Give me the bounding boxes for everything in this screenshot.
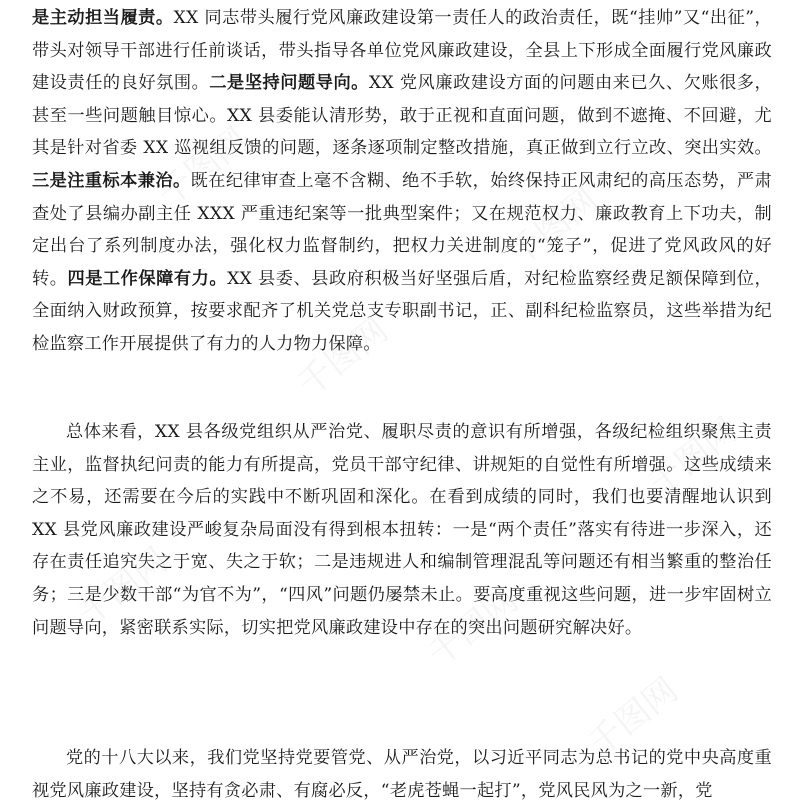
- watermark: 千图网: [70, 540, 176, 635]
- point-two-text: XX 党风廉政建设方面的问题由来已久、欠账很多，甚至一些问题触目惊心。XX 县委能认清形势，敢于正视和直面问题，做到不遮掩、不回避，尤其是针对省委 XX 巡视组反馈的问题，逐条逐项制定整改措施，真正做到立行立改、突出实效。: [32, 73, 772, 159]
- point-three-heading: 三是注重标本兼治。: [32, 170, 191, 191]
- point-three-text: 既在纪律审查上毫不含糊、绝不手软，始终保持正风肃纪的高压态势，严肃查处了县编办副主任 XXX 严重违纪案等一批典型案件；又在规范权力、廉政教育上下功夫，制定出台了系列制度办法，强化权力监督制约，把权力关进制度的“笼子”，促进了党风政风的好转。: [32, 170, 772, 289]
- watermark: 千图网: [150, 120, 256, 215]
- point-two-heading: 二是坚持问题导向。: [209, 73, 369, 94]
- point-one-text: XX 同志带头履行党风廉政建设第一责任人的政治责任，既“挂帅”又“出征”，带头对领导干部进行任前谈话，带头指导各单位党风廉政建设，全县上下形成全面履行党风廉政建设责任的良好氛围。: [32, 8, 772, 94]
- watermark: 千图网: [420, 580, 526, 675]
- point-four-heading: 四是工作保障有力。: [67, 268, 228, 289]
- paragraph-summary: 总体来看，XX 县各级党组织从严治党、履职尽责的意识有所增强，各级纪检组织聚焦主责主业，监督执纪问责的能力有所提高，党员干部守纪律、讲规矩的自觉性有所增强。这些成绩来之不易，还需要在今后的实践中不断巩固和深化。在看到成绩的同时，我们也要清醒地认识到 XX 县党风廉政建设严峻复杂局面没有得到根本扭转：一是“两个责任”落实有待进一步深入，还存在责任追究失之于宽、失之于软；二是违规进人和编制管理混乱等问题还有相当繁重的整治任务；三是少数干部“为官不为”，“四风”问题仍屡禁未止。要高度重视这些问题，进一步牢固树立问题导向，紧密联系实际，切实把党风廉政建设中存在的突出问题研究解决好。: [32, 422, 772, 638]
- point-one-heading: 是主动担当履责。: [32, 8, 174, 28]
- watermark: 千图网: [580, 670, 686, 765]
- watermark: 千图网: [640, 410, 746, 505]
- watermark: 千图网: [290, 310, 396, 405]
- paragraph-eighteenth-congress: 党的十八大以来，我们党坚持党要管党、从严治党，以习近平同志为总书记的党中央高度重视党风廉政建设，坚持有贪必肃、有腐必反，“老虎苍蝇一起打”，党风民风为之一新，党: [32, 748, 772, 800]
- point-four-text: XX 县委、县政府积极当好坚强后盾，对纪检监察经费足额保障到位，全面纳入财政预算，按要求配齐了机关党总支专职副书记，正、副科纪检监察员，这些举措为纪检监察工作开展提供了有力的人力物力保障。: [32, 268, 772, 354]
- paragraph-achievements: [32, 2, 772, 361]
- watermark: 千图网: [500, 180, 606, 275]
